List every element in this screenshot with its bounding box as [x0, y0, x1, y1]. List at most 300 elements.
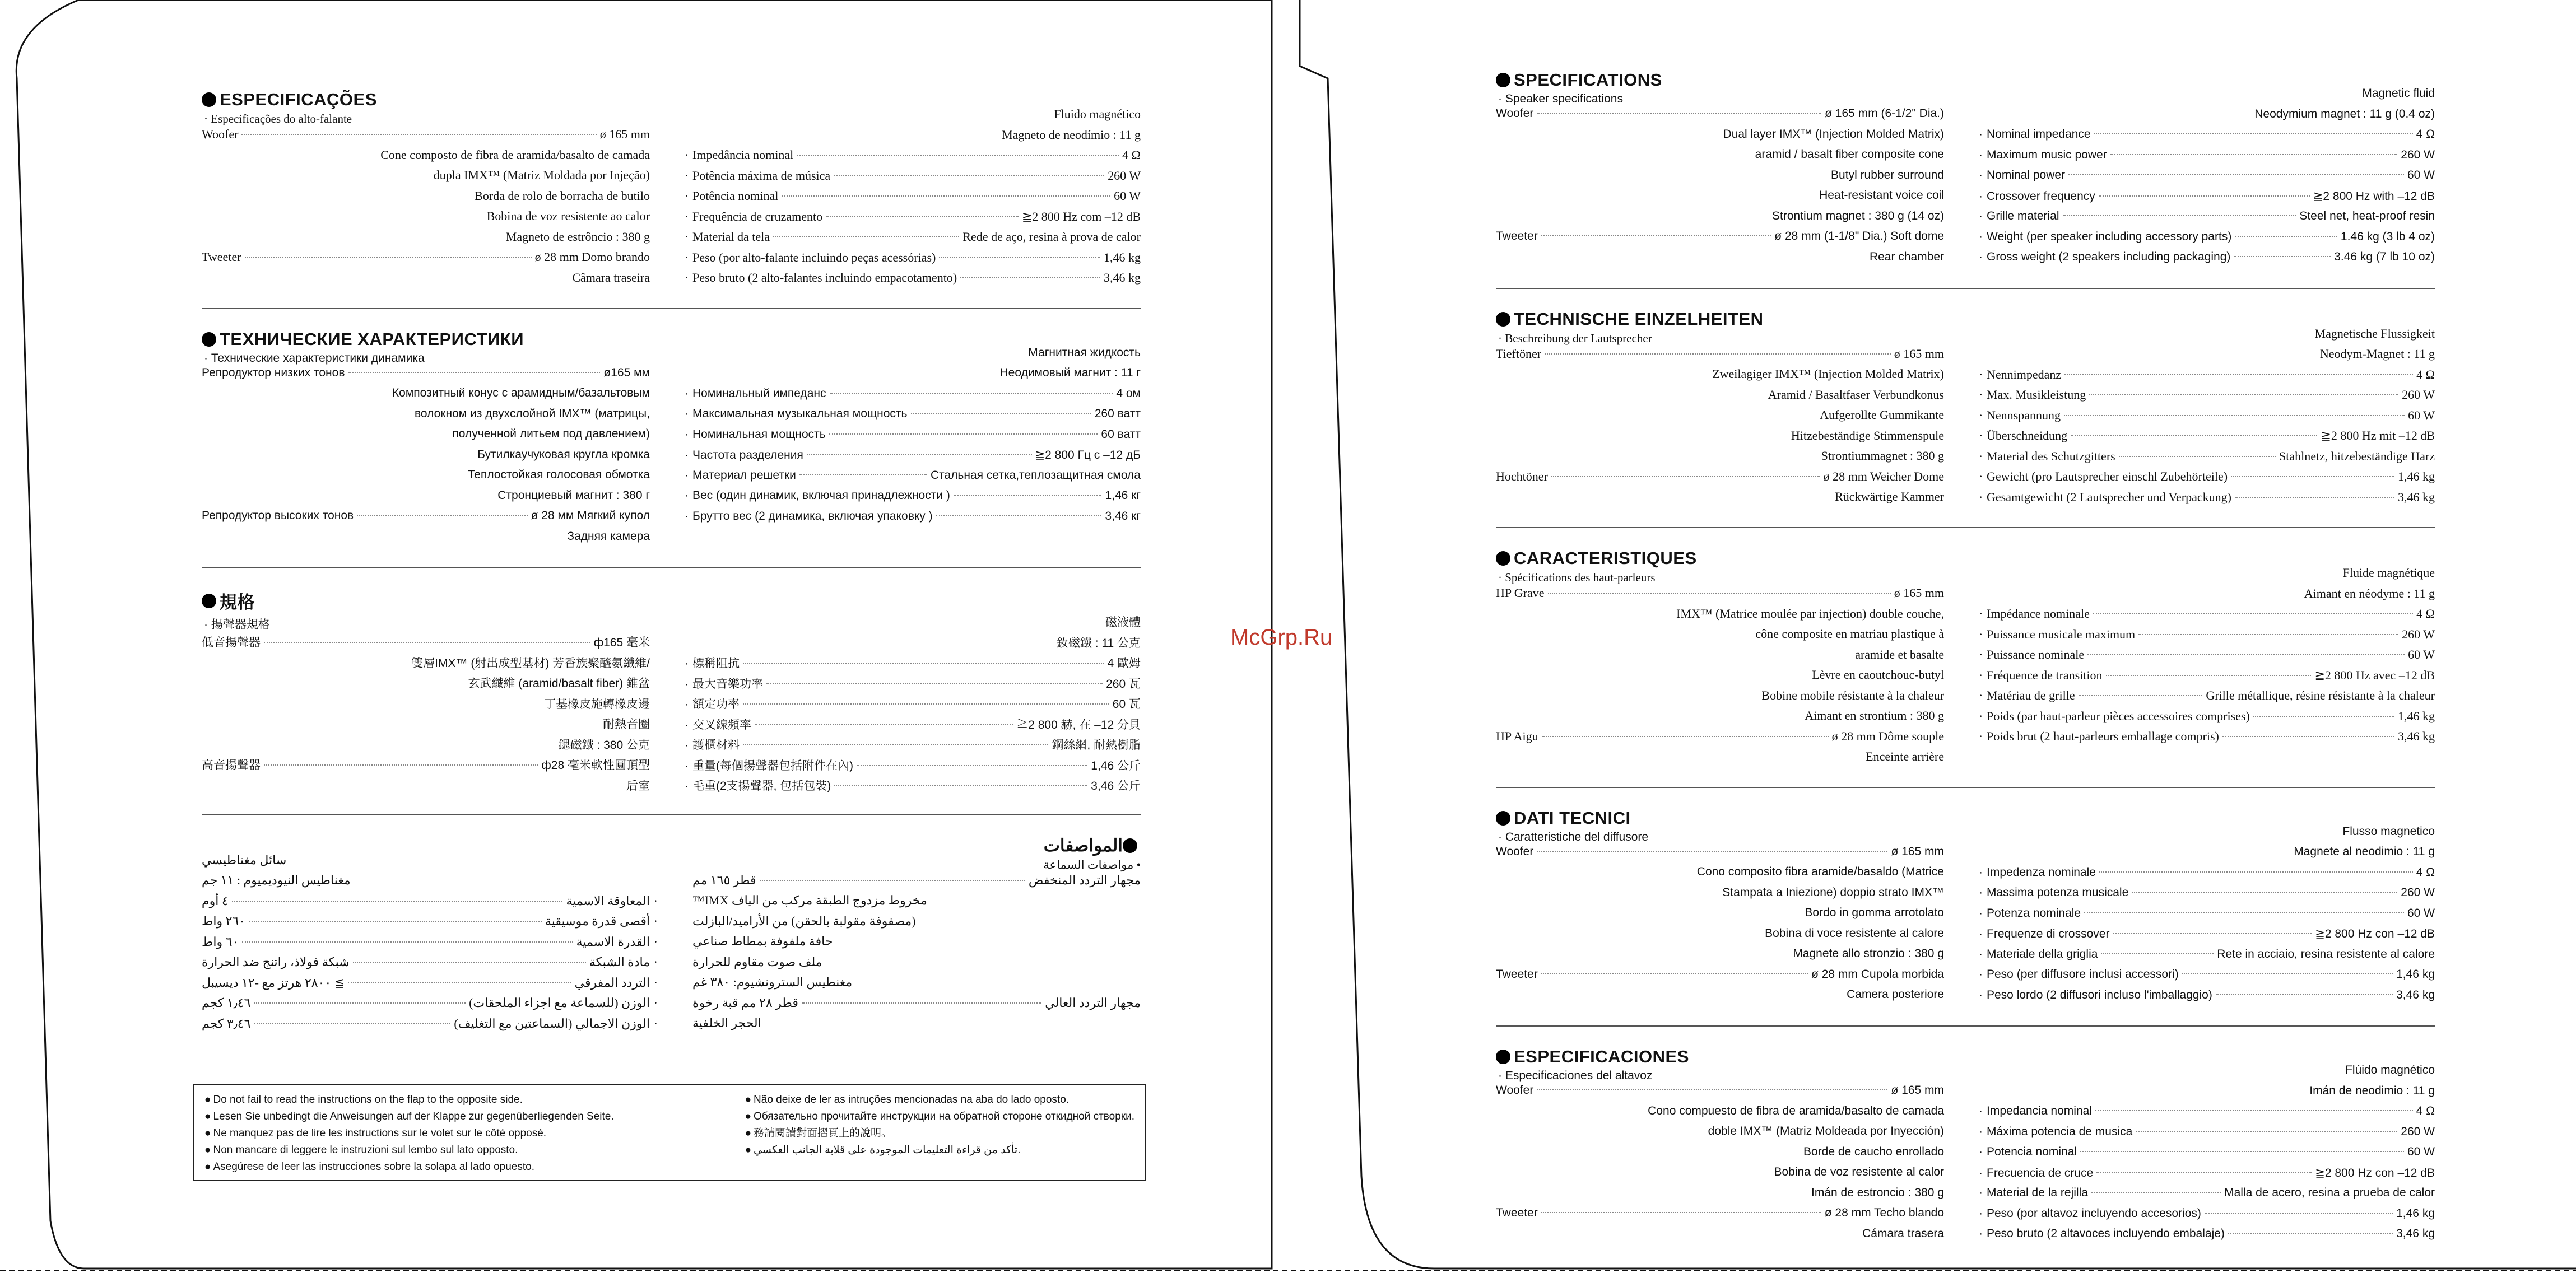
dot-leader	[242, 941, 573, 943]
dot-leader	[2064, 415, 2405, 416]
spec-row	[1979, 1064, 2435, 1084]
note-item: ● Non mancare di leggere le instruzioni sul lembo sul lato opposto.	[204, 1142, 614, 1159]
spec-column-left	[1496, 347, 1944, 511]
bullet-dot: ·	[1979, 367, 1983, 381]
bullet-dot: ·	[1979, 1227, 1983, 1240]
spec-value: 260 ватт	[1094, 407, 1141, 420]
spec-value: ø 165 mm	[599, 127, 650, 141]
bullet-dot: ·	[1979, 408, 1983, 422]
bullet-dot: ·	[1979, 1104, 1983, 1117]
spec-row	[202, 873, 658, 894]
dot-leader	[2138, 634, 2398, 635]
dot-leader	[1541, 973, 1808, 974]
dot-leader	[2113, 933, 2312, 934]
spec-label: 重量(每個揚聲器包括附件在內)	[692, 759, 853, 772]
spec-row	[685, 634, 1141, 655]
bullet-dot: ·	[685, 489, 689, 502]
divider	[202, 308, 1141, 309]
spec-label: Peso bruto (2 altavoces incluyendo embalaje)	[1987, 1227, 2225, 1240]
dot-leader	[1537, 851, 1887, 852]
spec-label: Peso (per diffusore inclusi accessori)	[1987, 968, 2179, 981]
spec-row	[202, 914, 658, 935]
section-subtitle: • مواصفات السماعة	[1043, 857, 1141, 871]
bullet-dot: ·	[685, 209, 689, 223]
spec-row	[202, 250, 650, 271]
spec-value: 耐熱音圈	[603, 718, 650, 731]
dot-leader	[743, 663, 1104, 664]
spec-value: ø 165 mm	[1891, 1084, 1944, 1097]
spec-value: حافة ملفوفة بمطاط صناعي	[692, 934, 833, 948]
spec-label: Potência nominal	[692, 189, 779, 203]
spec-row	[1496, 845, 1944, 866]
spec-row	[202, 530, 650, 551]
section-french	[1496, 548, 2435, 770]
dot-leader	[743, 744, 1048, 745]
spec-column-right	[685, 346, 1141, 551]
spec-label: Номинальная мощность	[692, 427, 826, 441]
spec-row	[1979, 729, 2435, 750]
bullet-dot: ·	[1979, 1166, 1983, 1179]
dot-leader	[2216, 994, 2393, 995]
bullet-dot: ·	[1979, 230, 1983, 243]
spec-value: 1,46 kg	[2398, 469, 2435, 483]
spec-value: ١٫٤٦ كجم	[202, 996, 251, 1010]
spec-row	[1979, 647, 2435, 668]
spec-label: مجهار التردد المنخفض	[1028, 873, 1141, 887]
bullet-dot: ·	[1979, 947, 1983, 960]
spec-value: ø 165 mm	[1894, 346, 1944, 361]
spec-value: Bobina de voz resistente al calor	[1774, 1165, 1944, 1178]
spec-value: Cono compuesto de fibra de aramida/basalto de camada	[1648, 1104, 1944, 1117]
spec-label: Максимальная музыкальная мощность	[692, 407, 908, 420]
dot-leader	[1548, 593, 1891, 594]
spec-value: cône composite en matriau plastique à	[1755, 627, 1944, 641]
spec-column-right	[685, 107, 1141, 291]
bullet-dot: ·	[1979, 449, 1983, 463]
spec-value: الحجر الخلفية	[692, 1016, 761, 1030]
spec-column-left	[1496, 586, 1944, 770]
spec-row	[1979, 408, 2435, 429]
spec-row	[1496, 347, 1944, 367]
spec-row	[202, 189, 650, 209]
spec-row	[1979, 1207, 2435, 1228]
dot-leader	[954, 495, 1102, 496]
dot-leader	[254, 1023, 450, 1024]
spec-value: ≧ ٢٨٠٠ هرتز مع -١٢ ديسيبل	[202, 975, 345, 990]
section-title-text: SPECIFICATIONS	[1514, 70, 1662, 90]
bullet-dot: ·	[685, 407, 689, 420]
spec-row	[685, 489, 1141, 510]
spec-column-right	[1979, 327, 2435, 511]
section-title-text: DATI TECNICI	[1514, 808, 1631, 828]
spec-value: Bobina di voce resistente al calore	[1765, 926, 1944, 940]
spec-row	[1979, 490, 2435, 511]
bullet-dot: ·	[653, 1016, 658, 1030]
spec-row	[1979, 566, 2435, 586]
spec-row	[202, 386, 650, 407]
spec-value: Бутилкаучуковая кругла кромка	[477, 447, 650, 461]
spec-row	[1979, 668, 2435, 689]
spec-row	[685, 346, 1141, 367]
spec-row	[202, 976, 658, 996]
note-item: ● Lesen Sie unbedingt die Anweisungen auf der Klappe zur gegenüberliegenden Seite.	[204, 1108, 614, 1125]
divider	[202, 567, 1141, 568]
section-subtitle: · Технические характеристики динамика	[204, 351, 425, 365]
bullet-dot: ·	[1979, 668, 1983, 682]
spec-label: أقصى قدرة موسيقية	[545, 914, 650, 928]
spec-label: Matériau de grille	[1987, 688, 2075, 702]
spec-row	[1979, 627, 2435, 648]
spec-row	[1496, 865, 1944, 886]
spec-value: 丁基橡皮施轉橡皮邊	[544, 697, 650, 711]
spec-row	[1979, 148, 2435, 169]
dot-leader	[2106, 675, 2312, 676]
bullet-dot: ·	[1979, 1145, 1983, 1158]
spec-row	[202, 127, 650, 148]
divider	[1496, 527, 2435, 528]
spec-value: 4 Ω	[1122, 148, 1141, 162]
dot-leader	[1551, 476, 1820, 477]
spec-label: Frequência de cruzamento	[692, 209, 823, 223]
dot-leader	[2119, 456, 2276, 457]
spec-row	[1979, 825, 2435, 846]
spec-row	[1979, 1227, 2435, 1248]
spec-row	[692, 873, 1141, 894]
spec-label: 護櫃材料	[692, 739, 740, 752]
spec-value: Grille métallique, résine résistante à la chaleur	[2206, 688, 2435, 702]
dot-leader	[2234, 256, 2331, 257]
spec-value: ≧2 800 Hz com –12 dB	[1021, 209, 1141, 223]
spec-value: مغناطيس النيوديميوم : ١١ جم	[202, 873, 351, 887]
spec-value: Bordo in gomma arrotolato	[1805, 906, 1944, 919]
dot-leader	[2063, 215, 2296, 216]
spec-row	[685, 189, 1141, 209]
note-item: ● Asegúrese de leer las instrucciones sobre la solapa al lado opuesto.	[204, 1159, 614, 1176]
spec-label: 標稱阻抗	[692, 657, 740, 670]
spec-value: Hitzebeständige Stimmenspule	[1791, 428, 1944, 442]
spec-row	[1979, 347, 2435, 367]
spec-row	[1979, 469, 2435, 490]
spec-row	[685, 209, 1141, 230]
spec-row	[1979, 250, 2435, 271]
spec-label: 高音揚聲器	[202, 759, 261, 772]
dot-leader	[2099, 195, 2310, 197]
spec-value: Magnete allo stronzio : 380 g	[1793, 947, 1944, 960]
spec-value: Camera posteriore	[1847, 988, 1944, 1001]
spec-column-left	[202, 127, 650, 291]
dot-leader	[830, 393, 1113, 394]
spec-row	[1496, 107, 1944, 128]
bullet-dot: ·	[1979, 968, 1983, 981]
spec-row	[1496, 708, 1944, 729]
right-panel	[1496, 70, 2435, 1265]
spec-value: 60 W	[2407, 1145, 2435, 1158]
spec-row	[1979, 709, 2435, 730]
bullet-dot: ·	[1979, 729, 1983, 743]
spec-row	[1979, 948, 2435, 968]
note-item: ● تأكد من قراءة التعليمات الموجودة على قلابة الجانب العكسي.	[745, 1142, 1134, 1159]
bullet-dot: ·	[685, 148, 689, 162]
notes-left-list	[204, 1092, 614, 1173]
spec-column-left	[1496, 845, 1944, 1009]
spec-row	[685, 230, 1141, 250]
bullet-dot: ·	[653, 975, 658, 990]
spec-row	[685, 469, 1141, 489]
spec-value: ≧2 800 Hz avec –12 dB	[2314, 668, 2435, 682]
spec-row	[202, 148, 650, 169]
spec-label: Potência máxima de música	[692, 168, 831, 183]
dot-leader	[857, 765, 1087, 766]
spec-value: Cono composito fibra aramide/basaldo (Matrice	[1696, 865, 1944, 878]
bullet-dot: ·	[653, 955, 658, 969]
section-german	[1496, 309, 2435, 511]
section-subtitle: · Spécifications des haut-parleurs	[1498, 571, 1656, 584]
spec-row	[685, 148, 1141, 169]
spec-row	[1496, 367, 1944, 388]
spec-value: 1,46 公斤	[1091, 759, 1141, 772]
spec-value: 4 Ω	[2416, 367, 2435, 381]
spec-row	[1979, 927, 2435, 948]
spec-value: Rear chamber	[1869, 250, 1944, 263]
dot-leader	[2132, 892, 2397, 893]
spec-value: Bobina de voz resistente ao calor	[486, 209, 650, 223]
spec-label: Potencia nominal	[1987, 1145, 2077, 1158]
divider	[1496, 787, 2435, 788]
spec-value: ≧2 800 Hz con –12 dB	[2315, 927, 2435, 940]
spec-label: Crossover frequency	[1987, 189, 2095, 203]
spec-column-right	[202, 853, 658, 1037]
spec-value: 鋼絲網, 耐熱樹脂	[1052, 739, 1141, 752]
spec-value: 4 Ω	[2416, 865, 2435, 879]
spec-label: 交叉線頻率	[692, 718, 751, 731]
spec-value: Stampata a Iniezione) doppio strato IMX™	[1722, 885, 1944, 899]
spec-value: ٤ أوم	[202, 893, 229, 908]
spec-value: 雙層IMX™ (射出成型基材) 芳香族聚醯氨纖維/	[411, 656, 650, 670]
spec-value: 3,46 kg	[1104, 271, 1141, 285]
spec-value: قطر ١٦٥ مم	[692, 873, 756, 887]
spec-value: Butyl rubber surround	[1831, 168, 1944, 181]
note-item: ● 務請閱讀對面摺頁上的說明。	[745, 1125, 1134, 1142]
spec-label: Peso (por altavoz incluyendo accesorios)	[1987, 1206, 2201, 1220]
spec-value: 3,46 kg	[2396, 1227, 2435, 1240]
bullet-icon	[1496, 551, 1510, 566]
bullet-dot: ·	[1979, 148, 1983, 161]
dot-leader	[2182, 973, 2393, 974]
spec-value: Heat-resistant voice coil	[1819, 189, 1944, 202]
spec-label: Tweeter	[202, 250, 241, 264]
spec-row	[685, 695, 1141, 716]
bullet-icon	[1496, 73, 1510, 87]
spec-row	[1496, 647, 1944, 668]
dot-leader	[2084, 912, 2404, 913]
spec-label: Materiale della griglia	[1987, 947, 2098, 960]
spec-row	[685, 271, 1141, 291]
spec-row	[1496, 230, 1944, 250]
spec-label: HP Aigu	[1496, 729, 1538, 743]
spec-label: Номинальный импеданс	[692, 386, 826, 400]
spec-label: Überschneidung	[1987, 428, 2068, 442]
spec-value: Imán de neodimio : 11 g	[2309, 1084, 2435, 1097]
spec-row	[202, 955, 658, 976]
spec-row	[685, 613, 1141, 634]
dot-leader	[2094, 133, 2413, 134]
spec-label: Potenza nominale	[1987, 906, 2081, 920]
spec-row	[1496, 586, 1944, 607]
spec-value: Enceinte arrière	[1866, 749, 1944, 763]
bullet-dot: ·	[1979, 1125, 1983, 1138]
spec-value: 60 W	[2408, 408, 2435, 422]
spec-row	[685, 407, 1141, 428]
dot-leader	[245, 257, 532, 258]
spec-label: المعاوقة الاسمية	[566, 893, 650, 908]
dot-leader	[348, 982, 571, 983]
spec-row	[685, 428, 1141, 449]
spec-row	[1496, 388, 1944, 408]
spec-value: 1.46 kg (3 lb 4 oz)	[2340, 230, 2435, 243]
dot-leader	[254, 1002, 466, 1004]
spec-value: doble IMX™ (Matriz Moldeada por Inyección)	[1708, 1125, 1944, 1137]
note-item: ● Ne manquez pas de lire les instructions sur le volet sur le côté opposé.	[204, 1125, 614, 1142]
spec-label: Репродуктор высоких тонов	[202, 509, 354, 522]
bullet-dot: ·	[1979, 469, 1983, 483]
dot-leader	[1537, 1089, 1887, 1090]
bullet-dot: ·	[1979, 886, 1983, 899]
section-arabic	[202, 836, 1141, 1037]
dot-leader	[2080, 1151, 2404, 1152]
left-panel	[202, 90, 1141, 1053]
bullet-dot: ·	[685, 427, 689, 441]
spec-row	[1979, 1145, 2435, 1166]
spec-value: волокном из двухслойной IMX™ (матрицы,	[415, 407, 650, 420]
spec-value: سائل مغناطيسي	[202, 852, 287, 867]
spec-row	[1496, 627, 1944, 647]
spec-value: Zweilagiger IMX™ (Injection Molded Matrix)	[1712, 367, 1944, 381]
spec-value: 后室	[626, 779, 650, 792]
spec-value: Câmara traseira	[572, 270, 650, 285]
spec-row	[1496, 947, 1944, 968]
dot-leader	[2091, 1192, 2221, 1193]
spec-value: Rückwärtige Kammer	[1835, 489, 1944, 503]
bullet-dot: ·	[1979, 1206, 1983, 1220]
spec-value: 260 W	[2402, 627, 2435, 641]
spec-row	[1496, 1206, 1944, 1227]
dot-leader	[2087, 654, 2405, 655]
spec-value: 260 瓦	[1106, 677, 1141, 691]
section-subtitle: · Especificaciones del altavoz	[1498, 1069, 1653, 1082]
spec-value: 260 W	[2401, 886, 2435, 899]
spec-value: ٢٦٠ واط	[202, 914, 246, 928]
dot-leader	[1542, 736, 1829, 737]
spec-label: Woofer	[1496, 845, 1534, 858]
spec-value: 1,46 kg	[2398, 708, 2435, 723]
bullet-dot: ·	[685, 739, 689, 752]
spec-value: 3.46 kg (7 lb 10 oz)	[2334, 250, 2435, 263]
bullet-dot: ·	[653, 996, 658, 1010]
spec-label: Poids (par haut-parleur pièces accessoires comprises)	[1987, 708, 2250, 723]
spec-column-right	[1979, 825, 2435, 1009]
dot-leader	[834, 785, 1087, 786]
spec-value: 60 W	[2407, 169, 2435, 181]
dot-leader	[799, 474, 927, 475]
dot-leader	[834, 175, 1104, 176]
spec-value: 3,46 公斤	[1091, 780, 1141, 792]
spec-value: Imán de estroncio : 380 g	[1811, 1186, 1944, 1199]
spec-value: مغنطيس السترونشيوم: ٣٨٠ غم	[692, 975, 853, 989]
spec-value: ٦٠ واط	[202, 934, 239, 949]
spec-value: 260 W	[2401, 148, 2435, 161]
spec-value: ø 28 mm (1-1/8" Dia.) Soft dome	[1774, 230, 1944, 243]
spec-label: Nennspannung	[1987, 408, 2061, 422]
bullet-dot: ·	[1979, 128, 1983, 141]
spec-row	[1979, 108, 2435, 128]
spec-label: Peso lordo (2 diffusori incluso l'imballaggio)	[1987, 988, 2212, 1001]
spec-row	[685, 654, 1141, 675]
spec-label: 低音揚聲器	[202, 636, 261, 649]
spec-value: Malla de acero, resina a prueba de calor	[2224, 1186, 2435, 1199]
spec-row	[692, 934, 1141, 955]
dot-leader	[939, 257, 1100, 258]
spec-column-left	[202, 633, 650, 798]
bullet-dot: ·	[1979, 189, 1983, 203]
spec-label: Grille material	[1987, 209, 2059, 222]
spec-value: Neodym-Magnet : 11 g	[2319, 347, 2435, 361]
bullet-dot: ·	[1979, 988, 1983, 1001]
spec-label: Material de la rejilla	[1987, 1186, 2088, 1199]
spec-label: Tieftöner	[1496, 346, 1542, 361]
spec-value: 1,46 кг	[1105, 489, 1141, 502]
spec-row	[685, 169, 1141, 189]
spec-value: Cámara trasera	[1862, 1227, 1944, 1240]
section-english	[1496, 70, 2435, 271]
spec-value: ø 165 mm (6-1/2" Dia.)	[1825, 107, 1944, 120]
spec-row	[692, 975, 1141, 996]
spec-row	[1496, 189, 1944, 209]
bullet-dot: ·	[685, 168, 689, 183]
spec-label: Material da tela	[692, 230, 770, 244]
spec-value: 60 W	[1114, 189, 1141, 203]
spec-column-left	[1496, 107, 1944, 271]
spec-row	[1979, 886, 2435, 907]
spec-label: Frequenze di crossover	[1987, 927, 2110, 940]
section-subtitle: · Especificações do alto-falante	[204, 112, 352, 125]
dot-leader	[264, 764, 538, 766]
spec-value: Aramid / Basaltfaser Verbundkonus	[1768, 387, 1944, 402]
bullet-dot: ·	[653, 893, 658, 908]
spec-row	[692, 955, 1141, 976]
spec-row	[1496, 927, 1944, 948]
spec-label: Nominal impedance	[1987, 128, 2091, 141]
spec-value: dupla IMX™ (Matriz Moldada por Injeção)	[433, 168, 650, 182]
bullet-dot: ·	[1979, 647, 1983, 661]
dot-leader	[829, 433, 1098, 435]
spec-label: Gross weight (2 speakers including packaging)	[1987, 250, 2231, 263]
spec-row	[202, 894, 658, 915]
spec-row	[1496, 1186, 1944, 1207]
dot-leader	[2136, 1131, 2397, 1132]
spec-value: 4 Ω	[2416, 607, 2435, 621]
spec-value: 260 W	[2402, 388, 2435, 402]
spec-value: Композитный конус с арамидным/базальтовым	[392, 386, 650, 399]
spec-value: Магнитная жидкость	[1028, 346, 1141, 359]
section-russian	[202, 329, 1141, 551]
spec-row	[202, 489, 650, 510]
spec-value: Стальная сетка,теплозащитная смола	[930, 468, 1141, 482]
spec-row	[1979, 388, 2435, 408]
spec-row	[1496, 886, 1944, 907]
spec-row	[1496, 148, 1944, 169]
spec-column-right	[685, 613, 1141, 798]
divider	[1496, 288, 2435, 289]
